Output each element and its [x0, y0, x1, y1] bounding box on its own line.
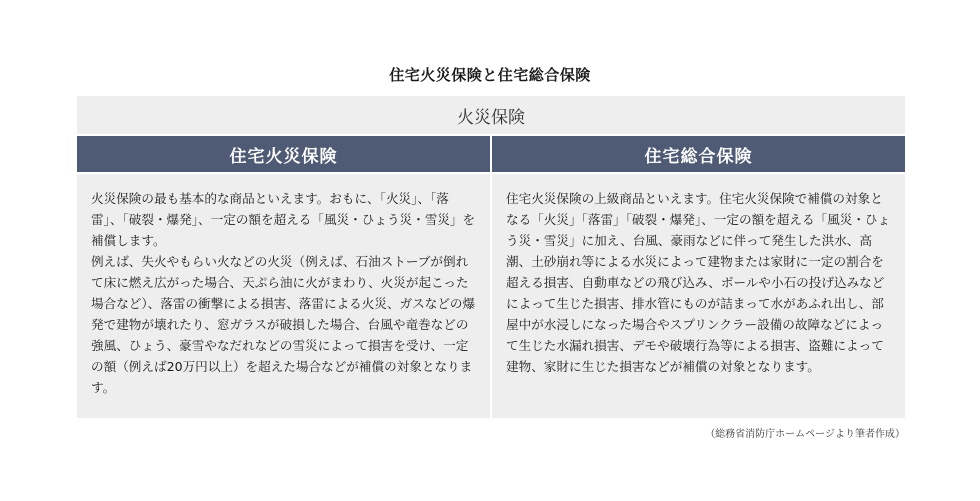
cell-paragraph: 住宅火災保険の上級商品といえます。住宅火災保険で補償の対象となる「火災」「落雷」「破裂・爆発」、一定の額を超える「風災・ひょう災・雪災」に加え、台風、豪雨などに伴って発生した洪水、高潮、土砂崩れ等による水災によって建物または家財に一定の割合を超える損害、自動車などの飛び込み、ボールや小石の投げ込みなどによって生じた損害、排水管にものが詰まって水があふれ出し、部屋中が水浸しになった場合やスプリンクラー設備の故障などによって生じた水漏れ損害、デモや破壊行為等による損害、盗難によって建物、家財に生じた損害などが補償の対象となります。: [506, 191, 891, 374]
column-header-house-comprehensive-insurance: 住宅総合保険: [490, 136, 905, 172]
source-note: （総務省消防庁ホームページより筆者作成）: [705, 429, 905, 440]
column-header-house-fire-insurance: 住宅火災保険: [77, 136, 490, 172]
page-title: 住宅火災保険と住宅総合保険: [389, 66, 591, 84]
table-caption: 火災保険: [77, 96, 905, 136]
cell-house-comprehensive-insurance: [490, 174, 905, 418]
cell-house-fire-insurance: [77, 174, 490, 418]
insurance-comparison-table: [77, 96, 905, 418]
cell-paragraph: 火災保険の最も基本的な商品といえます。おもに、「火災」、「落雷」、「破裂・爆発」、一定の額を超える「風災・ひょう災・雪災」を補償します。: [91, 191, 476, 248]
table-body-row: [77, 172, 905, 418]
cell-paragraph: 例えば、失火やもらい火などの火災（例えば、石油ストーブが倒れて床に燃え広がった場合、天ぷら油に火がまわり、火災が起こった場合など）、落雷の衝撃による損害、落雷による火災、ガスなどの爆発で建物が壊れたり、窓ガラスが破損した場合、台風や竜巻などの強風、ひょう、豪雪やなだれなどの雪災によって損害を受け、一定の額（例えば20万円以上）を超えた場合などが補償の対象となります。: [91, 254, 476, 395]
table-header-row: [77, 136, 905, 172]
